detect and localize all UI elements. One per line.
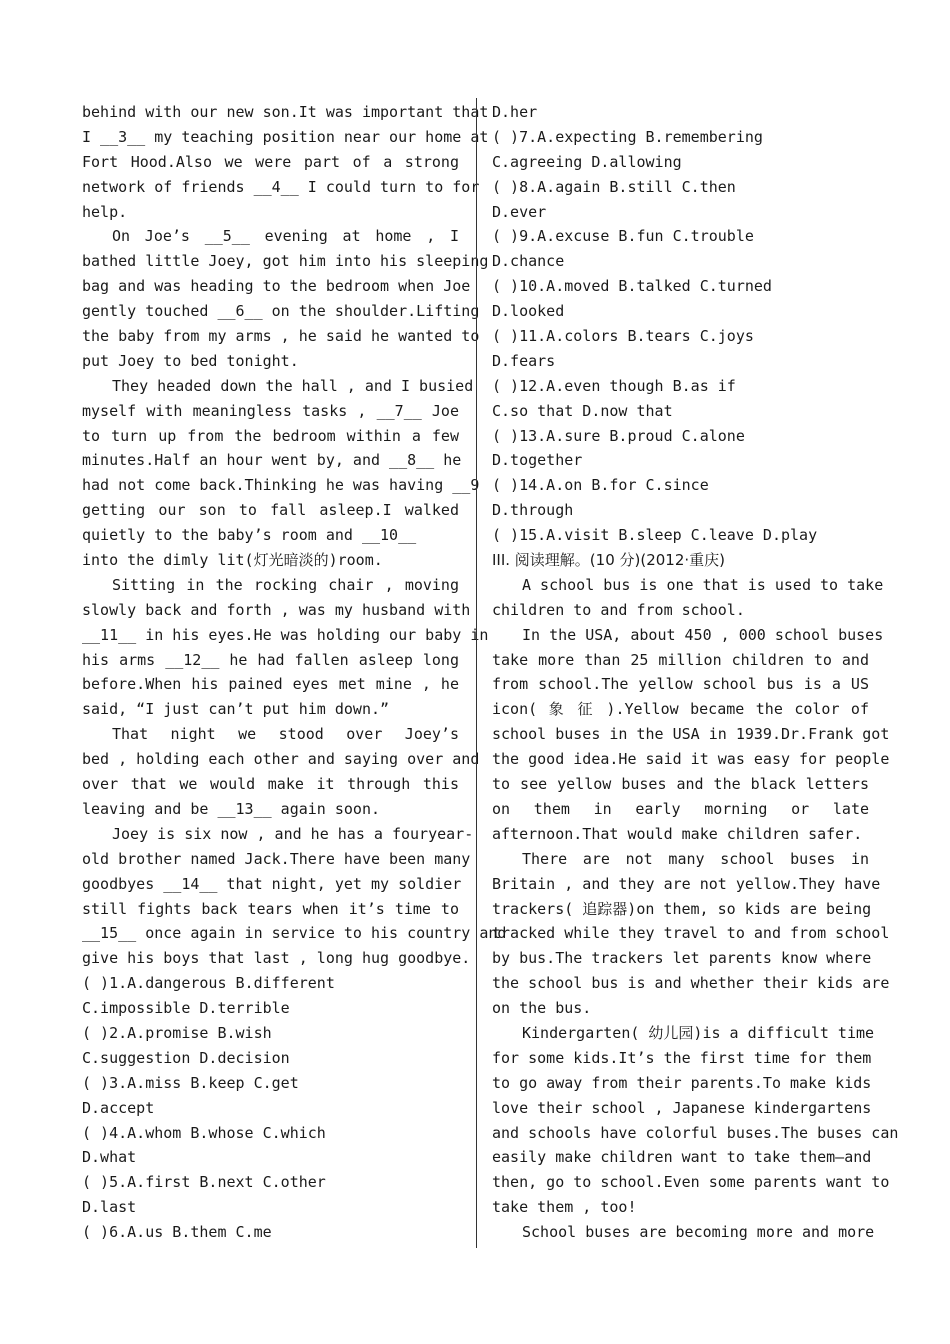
text-line: put Joey to bed tonight. (82, 351, 299, 370)
text-line: C.so that D.now that (492, 401, 673, 420)
text-line: children to and from school. (492, 600, 745, 619)
text-line: ( )15.A.visit B.sleep C.leave D.play (492, 526, 818, 545)
text-line: trackers( 追踪器)on them, so kids are being (492, 899, 872, 918)
text-line: tracked while they travel to and from school (492, 924, 890, 943)
text-line: goodbyes __14__ that night, yet my soldier (82, 874, 462, 893)
text-line: give his boys that last , long hug goodbye. (82, 949, 471, 968)
text-line: ( )13.A.sure B.proud C.alone (492, 426, 745, 445)
text-line: They headed down the hall , and I busied (112, 376, 474, 395)
text-line: C.agreeing D.allowing (492, 152, 682, 171)
text-line: ( )7.A.expecting B.remembering (492, 127, 763, 146)
text-line: Britain , and they are not yellow.They have (492, 874, 881, 893)
text-line: the good idea.He said it was easy for people (492, 750, 890, 769)
text-line: D.chance (492, 252, 565, 271)
text-line: In the USA, about 450 , 000 school buses (522, 625, 884, 644)
text-line: A school bus is one that is used to take (522, 575, 884, 594)
text-line: D.what (82, 1148, 137, 1167)
text-line: then, go to school.Even some parents want to (492, 1173, 890, 1192)
text-line: myself with meaningless tasks , __7__ Joe (82, 401, 459, 420)
text-line: That night we stood over Joey’s (112, 725, 459, 744)
text-line: Fort Hood.Also we were part of a strong (82, 152, 459, 171)
text-line: ( )5.A.first B.next C.other (82, 1173, 326, 1192)
text-line: ( )11.A.colors B.tears C.joys (492, 327, 754, 346)
text-line: ( )3.A.miss B.keep C.get (82, 1073, 299, 1092)
text-line: on the bus. (492, 999, 592, 1018)
text-line: ( )8.A.again B.still C.then (492, 177, 736, 196)
text-line: old brother named Jack.There have been many (82, 849, 471, 868)
text-line: afternoon.That would make children safer. (492, 824, 863, 843)
text-line: gently touched __6__ on the shoulder.Lifting (82, 302, 480, 321)
text-line: minutes.Half an hour went by, and __8__ he (82, 451, 462, 470)
text-line: ( )14.A.on B.for C.since (492, 476, 709, 495)
text-line: from school.The yellow school bus is a US (492, 675, 869, 694)
text-line: Kindergarten( 幼儿园)is a difficult time (522, 1023, 875, 1042)
text-line: by bus.The trackers let parents know where (492, 949, 872, 968)
text-line: before.When his pained eyes met mine , he (82, 675, 459, 694)
text-line: and schools have colorful buses.The buses can (492, 1123, 899, 1142)
text-line: slowly back and forth , was my husband with (82, 600, 471, 619)
text-line: ( )10.A.moved B.talked C.turned (492, 277, 772, 296)
text-line: C.impossible D.terrible (82, 999, 290, 1018)
text-line: love their school , Japanese kindergartens (492, 1098, 872, 1117)
text-line: D.ever (492, 202, 547, 221)
text-line: leaving and be __13__ again soon. (82, 799, 381, 818)
text-line: behind with our new son.It was important that (82, 103, 489, 121)
text-line: ( )12.A.even though B.as if (492, 376, 736, 395)
text-line: III. 阅读理解。(10 分)(2012·重庆) (492, 551, 726, 570)
text-line: school buses in the USA in 1939.Dr.Frank got (492, 725, 890, 744)
text-line: to see yellow buses and the black letters (492, 775, 869, 794)
text-line: take them , too! (492, 1198, 637, 1217)
text-line: D.last (82, 1198, 137, 1217)
text-line: D.fears (492, 351, 556, 370)
text-line: help. (82, 202, 128, 221)
text-line: C.suggestion D.decision (82, 1048, 290, 1067)
text-line: D.looked (492, 302, 565, 321)
text-line: D.her (492, 103, 538, 121)
text-line: __11__ in his eyes.He was holding our baby in (82, 625, 489, 644)
text-line: into the dimly lit(灯光暗淡的)room. (82, 551, 383, 570)
text-line: the school bus is and whether their kids are (492, 974, 890, 993)
text-line: ( )1.A.dangerous B.different (82, 974, 335, 993)
text-line: D.through (492, 501, 574, 520)
text-line: bed , holding each other and saying over and (82, 750, 480, 769)
text-line: There are not many school buses in (522, 849, 869, 868)
text-line: Sitting in the rocking chair , moving (112, 575, 459, 594)
text-line: getting our son to fall asleep.I walked (82, 501, 459, 520)
text-line: ( )2.A.promise B.wish (82, 1023, 272, 1042)
text-line: ( )4.A.whom B.whose C.which (82, 1123, 326, 1142)
right-column (492, 100, 899, 1245)
text-line: to go away from their parents.To make kids (492, 1073, 872, 1092)
text-line: ( )9.A.excuse B.fun C.trouble (492, 227, 754, 246)
text-line: for some kids.It’s the first time for them (492, 1048, 872, 1067)
text-line: bag and was heading to the bedroom when Joe (82, 277, 471, 296)
text-line: __15__ once again in service to his country and (82, 924, 507, 943)
text-line: the baby from my arms , he said he wanted to (82, 327, 480, 346)
text-line: network of friends __4__ I could turn to for (82, 177, 480, 196)
text-line: icon( 象 征 ).Yellow became the color of (492, 700, 869, 719)
text-line: On Joe’s __5__ evening at home , I (112, 227, 459, 246)
text-line: D.together (492, 451, 583, 470)
left-column (82, 100, 507, 1245)
text-line: Joey is six now , and he has a fouryear- (112, 824, 474, 843)
text-line: over that we would make it through this (82, 775, 459, 794)
text-line: School buses are becoming more and more (522, 1223, 875, 1242)
text-line: quietly to the baby’s room and __10__ (82, 526, 417, 545)
text-line: still fights back tears when it’s time to (82, 899, 459, 918)
text-line: had not come back.Thinking he was having __9 (82, 476, 480, 495)
text-line: I __3__ my teaching position near our home at (82, 127, 489, 146)
text-line: to turn up from the bedroom within a few (82, 426, 459, 445)
text-line: ( )6.A.us B.them C.me (82, 1223, 272, 1242)
text-line: take more than 25 million children to and (492, 650, 869, 669)
column-divider (476, 98, 477, 1248)
text-line: his arms __12__ he had fallen asleep long (82, 650, 459, 669)
text-line: easily make children want to take them—and (492, 1148, 872, 1167)
text-line: said, “I just can’t put him down.” (82, 700, 390, 719)
text-line: bathed little Joey, got him into his sleeping (82, 252, 489, 271)
text-line: on them in early morning or late (492, 799, 869, 818)
text-line: D.accept (82, 1098, 155, 1117)
